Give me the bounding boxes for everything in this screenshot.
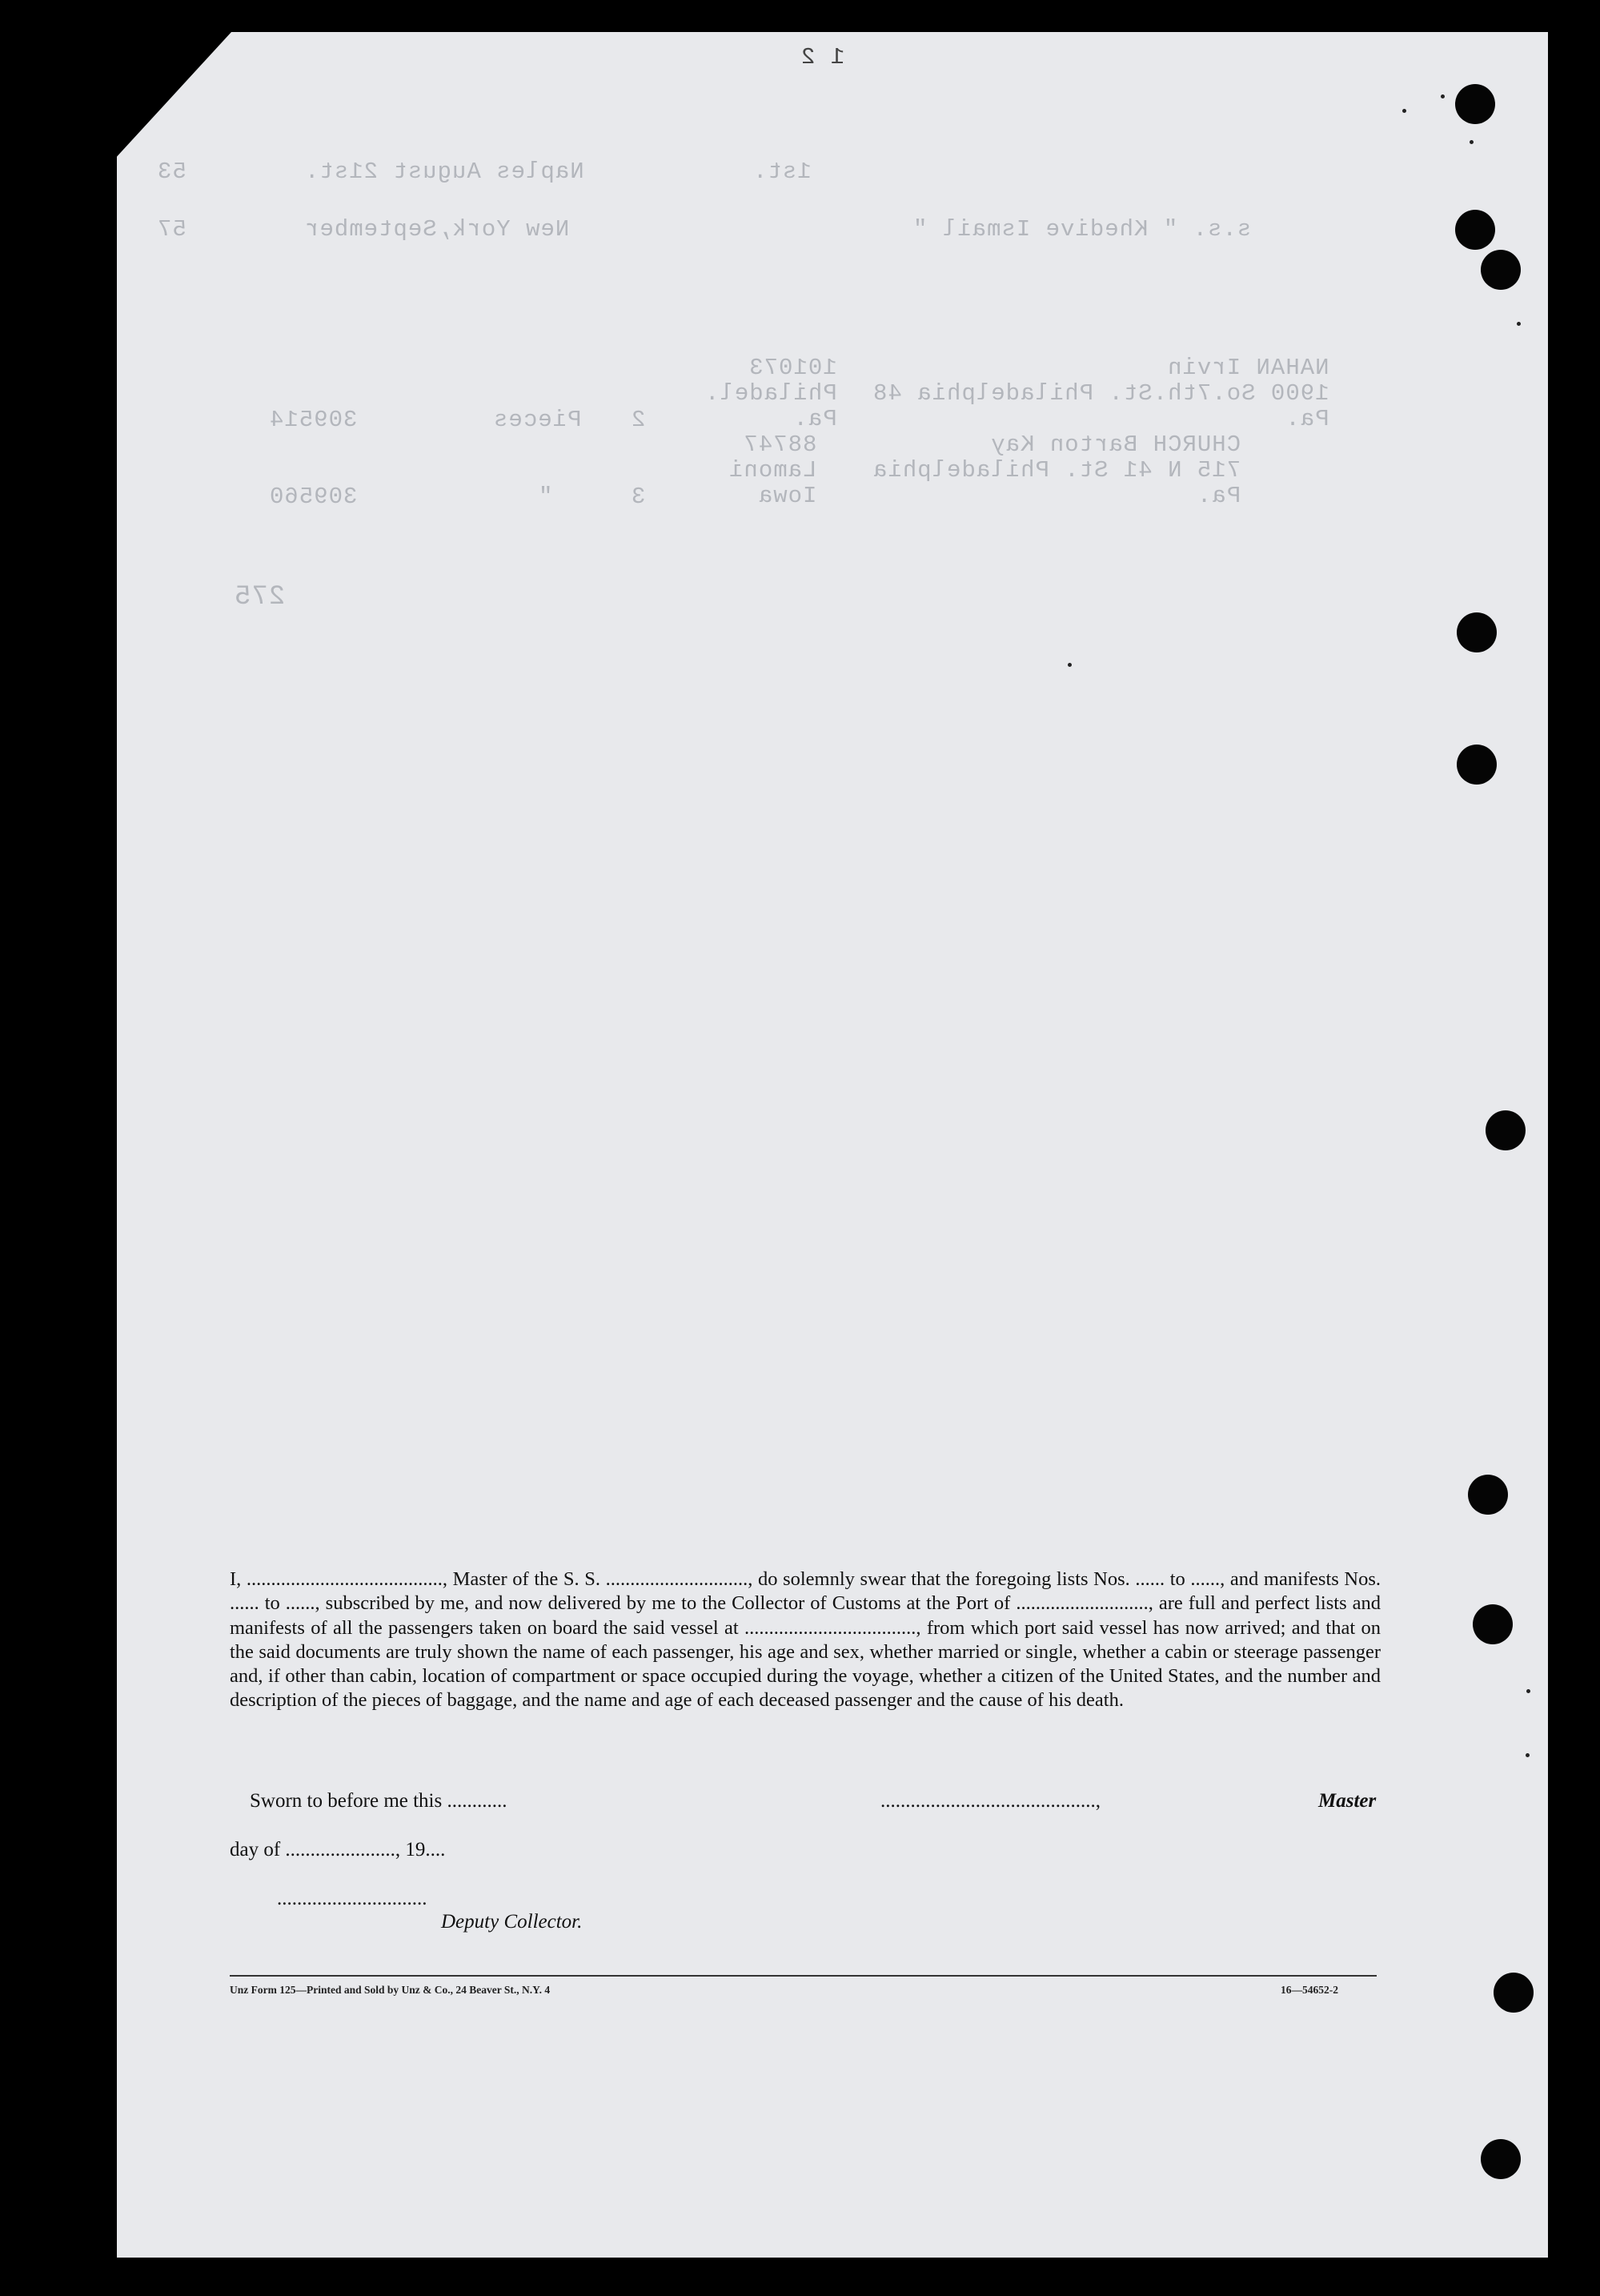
bleed-entry-name: CHURCH Barton Kay 715 N 41 St. Philadelphia Pa.: [872, 432, 1241, 509]
collector-signature-line: ..............................: [277, 1888, 427, 1909]
binder-hole: [1494, 1973, 1534, 2013]
form-imprint: Unz Form 125—Printed and Sold by Unz & Co., 24 Beaver St., N.Y. 4: [230, 1984, 551, 1996]
form-number: 16—54652-2: [1281, 1984, 1338, 1996]
deputy-collector-label: Deputy Collector.: [441, 1911, 583, 1933]
bleed-line-text: Naples August 21st.: [304, 159, 584, 185]
binder-hole: [1457, 745, 1497, 785]
binder-hole: [1473, 1604, 1513, 1644]
speck: [1068, 663, 1072, 667]
bleed-line-num: 53: [157, 159, 186, 185]
bleed-entry-tag: 309514: [269, 407, 358, 433]
bleed-entry-tag: 309560: [269, 484, 358, 510]
bleed-entry-name: NAHAN Irvin 1900 So.7th.St. Philadelphia 48 Pa.: [872, 355, 1329, 432]
binder-hole: [1457, 612, 1497, 652]
speck: [1526, 1753, 1530, 1757]
bleed-entry-unit: ": [538, 484, 553, 510]
speck: [1402, 109, 1406, 113]
bleed-entry-unit: Pieces: [493, 407, 582, 433]
sworn-line: Sworn to before me this ............: [250, 1790, 507, 1812]
bleed-entry-ref: 88747 Lamoni Iowa: [728, 432, 817, 509]
master-label: Master: [1318, 1790, 1377, 1812]
speck: [1441, 94, 1445, 98]
footer-rule: [230, 1975, 1377, 1977]
binder-hole: [1468, 1475, 1508, 1515]
bleed-line-text: s.s. " Khedive Ismail ": [912, 216, 1252, 243]
speck: [1470, 140, 1474, 144]
binder-hole: [1481, 2139, 1521, 2179]
oath-paragraph: I, ........................................, Master of the S. S. ............................., do solemnly swear that the foregoing lists Nos. ...... to ......, and manifests Nos. ...... to ......, subscribed by me, and now delivered by me to the Collector of Customs at the Port of ..........................., are full and perfect lists and manifests of all the passengers taken on board the said vessel at ..................................., from which port said vessel has now arrived; and that on the said documents are truly shown the name of each passenger, his age and sex, whether married or single, whether a cabin or steerage passenger and, if other than cabin, location of compartment or space occupied during the voyage, whether a citizen of the United States, and the number and description of the pieces of baggage, and the name and age of each deceased passenger and the cause of his death.: [230, 1568, 1381, 1712]
day-of-line: day of ......................, 19....: [230, 1839, 446, 1860]
master-signature-line: ...........................................,: [880, 1790, 1101, 1812]
bleed-top-marks: 1 2: [800, 44, 845, 70]
binder-hole: [1481, 250, 1521, 290]
speck: [1526, 1689, 1530, 1693]
binder-hole: [1486, 1110, 1526, 1150]
binder-hole: [1455, 84, 1495, 124]
speck: [1517, 322, 1521, 326]
bleed-entry-qty: 2: [631, 407, 646, 433]
bleed-entry-qty: 3: [631, 484, 646, 510]
binder-hole: [1455, 210, 1495, 250]
bleed-line-text: New York,September: [304, 216, 570, 243]
bleed-entry-ref: 101073 Philadel. Pa.: [704, 355, 837, 432]
bleed-line-text: 1st.: [752, 159, 812, 185]
bleed-line-num: 57: [157, 216, 186, 243]
bleed-page-mark: 275: [234, 582, 286, 612]
